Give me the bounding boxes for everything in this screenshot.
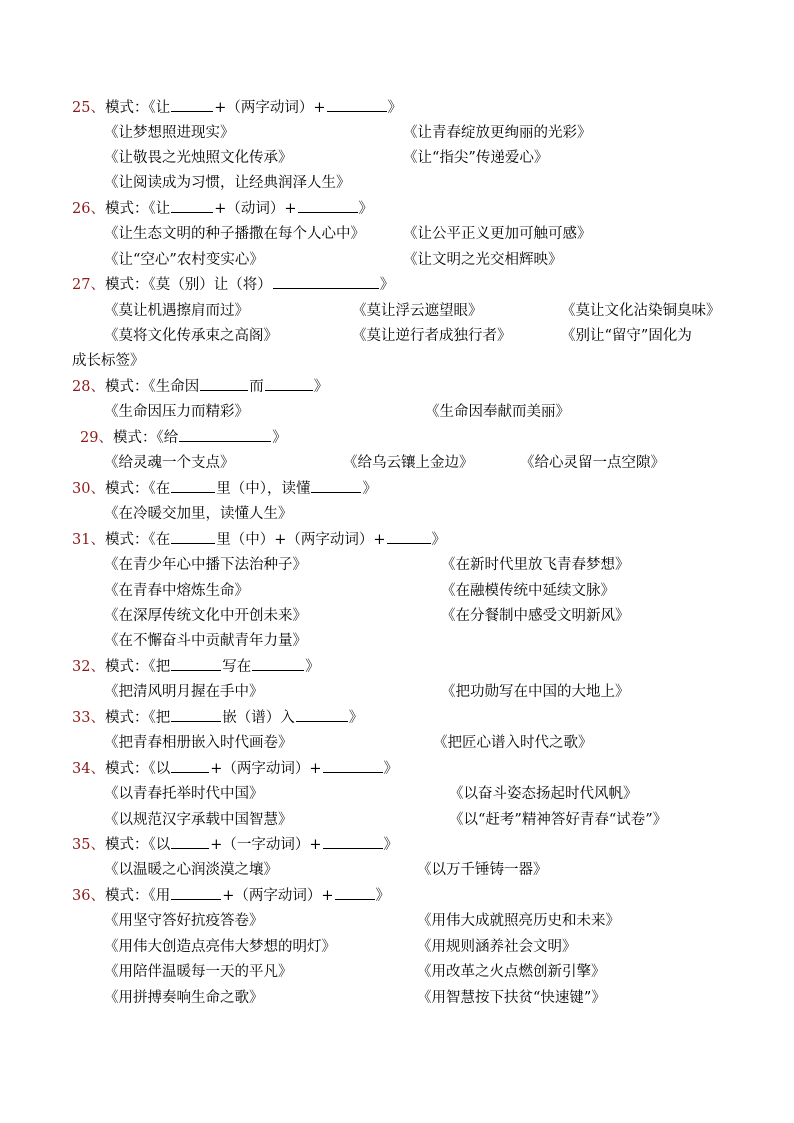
template-part: 《让 xyxy=(148,201,171,217)
template-part: +（动词）+ xyxy=(214,201,297,217)
pattern-label: 模式： xyxy=(104,761,149,777)
example-title: 《用坚守答好抗疫答卷》 xyxy=(104,913,264,929)
fill-blank xyxy=(323,758,383,773)
template-part: 》 xyxy=(379,277,395,293)
example-title: 《在青春中熔炼生命》 xyxy=(104,583,249,599)
pattern-label: 模式： xyxy=(104,201,149,217)
template-part: 《以 xyxy=(148,837,171,853)
pattern-label: 模式： xyxy=(104,100,149,116)
template-part: 》 xyxy=(313,379,329,395)
template-part: 《给 xyxy=(156,430,179,446)
pattern-number: 26、 xyxy=(72,201,105,217)
example-title: 《用陪伴温暖每一天的平凡》 xyxy=(104,964,293,980)
fill-blank xyxy=(327,97,387,112)
example-title: 《让敬畏之光烛照文化传承》 xyxy=(104,150,293,166)
pattern-label: 模式： xyxy=(104,481,149,497)
pattern-heading xyxy=(72,97,402,119)
template-part: 》 xyxy=(375,888,391,904)
example-title: 《以青春托举时代中国》 xyxy=(104,786,264,802)
example-title: 《用伟大成就照亮历史和未来》 xyxy=(417,913,620,929)
pattern-label: 模式： xyxy=(104,277,149,293)
fill-blank xyxy=(311,478,361,493)
fill-blank xyxy=(387,529,431,544)
fill-blank xyxy=(323,834,383,849)
pattern-number: 35、 xyxy=(72,837,105,853)
example-title: 《让梦想照进现实》 xyxy=(104,125,235,141)
example-title: 《在青少年心中播下法治种子》 xyxy=(104,557,307,573)
template-part: +（一字动词）+ xyxy=(210,837,322,853)
example-title: 《用规则涵养社会文明》 xyxy=(417,939,577,955)
pattern-heading xyxy=(72,529,446,551)
pattern-number: 34、 xyxy=(72,761,105,777)
example-title: 《用拼搏奏响生命之歌》 xyxy=(104,990,264,1006)
pattern-label: 模式： xyxy=(104,710,149,726)
example-title: 《把青春相册嵌入时代画卷》 xyxy=(104,735,293,751)
fill-blank xyxy=(171,656,221,671)
pattern-label: 模式： xyxy=(112,430,157,446)
template-part: 》 xyxy=(348,710,364,726)
pattern-heading xyxy=(72,478,377,500)
example-title: 《用智慧按下扶贫“快速键”》 xyxy=(417,990,606,1006)
template-part: 》 xyxy=(305,659,320,675)
template-part: 《莫（别）让（将） xyxy=(148,277,272,293)
example-title: 《以规范汉字承载中国智慧》 xyxy=(104,812,293,828)
pattern-number: 36、 xyxy=(72,888,105,904)
template-part: +（两字动词）+ xyxy=(214,100,326,116)
example-title: 《让“指尖”传递爱心》 xyxy=(403,150,549,166)
pattern-label: 模式： xyxy=(104,659,149,675)
pattern-heading xyxy=(72,834,398,856)
example-title: 《在分餐制中感受文明新风》 xyxy=(441,608,630,624)
template-part: 里（中）+（两字动词）+ xyxy=(216,532,386,548)
example-title: 《生命因压力而精彩》 xyxy=(104,404,249,420)
example-title: 《以万千锤铸一器》 xyxy=(417,862,548,878)
template-part: 《在 xyxy=(148,532,171,548)
pattern-label: 模式： xyxy=(104,888,149,904)
example-title: 《莫让机遇擦肩而过》 xyxy=(104,303,249,319)
example-title: 《以温暖之心润淡漠之壤》 xyxy=(104,862,278,878)
fill-blank xyxy=(171,885,221,900)
pattern-number: 32、 xyxy=(72,659,105,675)
template-part: 《生命因 xyxy=(148,379,200,395)
example-title: 《让文明之光交相辉映》 xyxy=(403,252,563,268)
template-part: 《以 xyxy=(148,761,171,777)
example-title: 《在深厚传统文化中开创未来》 xyxy=(104,608,307,624)
example-title: 《把匠心谱入时代之歌》 xyxy=(433,735,593,751)
example-title: 《在不懈奋斗中贡献青年力量》 xyxy=(104,633,307,649)
example-title: 《在冷暖交加里，读懂人生》 xyxy=(104,506,293,522)
fill-blank xyxy=(273,274,379,289)
pattern-heading xyxy=(72,376,328,398)
pattern-heading xyxy=(72,707,363,729)
template-part: 》 xyxy=(358,201,374,217)
template-part: 而 xyxy=(249,379,264,395)
pattern-label: 模式： xyxy=(104,837,149,853)
example-title: 《以“赶考”精神答好青春“试卷”》 xyxy=(449,812,668,828)
template-part: 》 xyxy=(387,100,403,116)
fill-blank xyxy=(171,707,221,722)
pattern-heading xyxy=(80,427,287,449)
example-title: 《莫让文化沾染铜臭味》 xyxy=(561,303,721,319)
example-title: 《让青春绽放更绚丽的光彩》 xyxy=(403,125,592,141)
fill-blank xyxy=(200,376,248,391)
fill-blank xyxy=(179,427,271,442)
template-part: 《把 xyxy=(148,659,171,675)
template-part: +（两字动词）+ xyxy=(210,761,322,777)
example-title: 《莫让浮云遮望眼》 xyxy=(352,303,483,319)
template-part: 《让 xyxy=(148,100,171,116)
template-part: 《在 xyxy=(148,481,171,497)
pattern-number: 28、 xyxy=(72,379,105,395)
pattern-label: 模式： xyxy=(104,379,149,395)
template-part: 》 xyxy=(383,837,399,853)
fill-blank xyxy=(296,707,348,722)
pattern-label: 模式： xyxy=(104,532,149,548)
fill-blank xyxy=(335,885,375,900)
example-title: 《让生态文明的种子播撒在每个人心中》 xyxy=(104,226,365,242)
example-title: 《把清风明月握在手中》 xyxy=(104,684,264,700)
fill-blank xyxy=(298,198,358,213)
pattern-heading xyxy=(72,274,394,296)
fill-blank xyxy=(171,198,213,213)
example-title: 《用伟大创造点亮伟大梦想的明灯》 xyxy=(104,939,336,955)
example-title: 《在融模传统中延续文脉》 xyxy=(441,583,615,599)
example-title: 《让公平正义更加可触可感》 xyxy=(403,226,592,242)
pattern-number: 33、 xyxy=(72,710,105,726)
example-title: 《给乌云镶上金边》 xyxy=(343,455,474,471)
fill-blank xyxy=(171,834,209,849)
template-part: 嵌（谱）入 xyxy=(222,710,295,726)
template-part: 里（中），读懂 xyxy=(216,481,311,497)
fill-blank xyxy=(265,376,313,391)
template-part: 《把 xyxy=(148,710,171,726)
example-title: 《莫将文化传承束之高阁》 xyxy=(104,328,278,344)
fill-blank xyxy=(171,529,215,544)
example-title: 《让“空心”农村变实心》 xyxy=(104,252,264,268)
pattern-heading xyxy=(72,198,373,220)
example-title: 《给灵魂一个支点》 xyxy=(104,455,235,471)
template-part: 》 xyxy=(362,481,377,497)
pattern-heading xyxy=(72,758,398,780)
pattern-number: 29、 xyxy=(80,430,113,446)
example-title: 《莫让逆行者成独行者》 xyxy=(352,328,512,344)
pattern-number: 25、 xyxy=(72,100,105,116)
example-title: 《用改革之火点燃创新引擎》 xyxy=(417,964,606,980)
template-part: 写在 xyxy=(222,659,252,675)
template-part: 《用 xyxy=(148,888,171,904)
example-title: 《生命因奉献而美丽》 xyxy=(425,404,570,420)
fill-blank xyxy=(171,758,209,773)
pattern-number: 30、 xyxy=(72,481,105,497)
template-part: 》 xyxy=(431,532,447,548)
pattern-heading xyxy=(72,656,320,678)
example-title: 《别让“留守”固化为 xyxy=(561,328,692,344)
template-part: 》 xyxy=(383,761,399,777)
template-part: 》 xyxy=(272,430,287,446)
example-title: 《以奋斗姿态扬起时代风帆》 xyxy=(449,786,638,802)
example-title: 《在新时代里放飞青春梦想》 xyxy=(441,557,630,573)
fill-blank xyxy=(171,478,215,493)
fill-blank xyxy=(171,97,213,112)
example-title: 《把功勋写在中国的大地上》 xyxy=(441,684,630,700)
example-title-continued: 成长标签》 xyxy=(72,353,145,369)
pattern-heading xyxy=(72,885,390,907)
pattern-number: 27、 xyxy=(72,277,105,293)
fill-blank xyxy=(252,656,304,671)
example-title: 《给心灵留一点空隙》 xyxy=(520,455,665,471)
example-title: 《让阅读成为习惯，让经典润泽人生》 xyxy=(104,175,351,191)
pattern-number: 31、 xyxy=(72,532,105,548)
template-part: +（两字动词）+ xyxy=(222,888,334,904)
